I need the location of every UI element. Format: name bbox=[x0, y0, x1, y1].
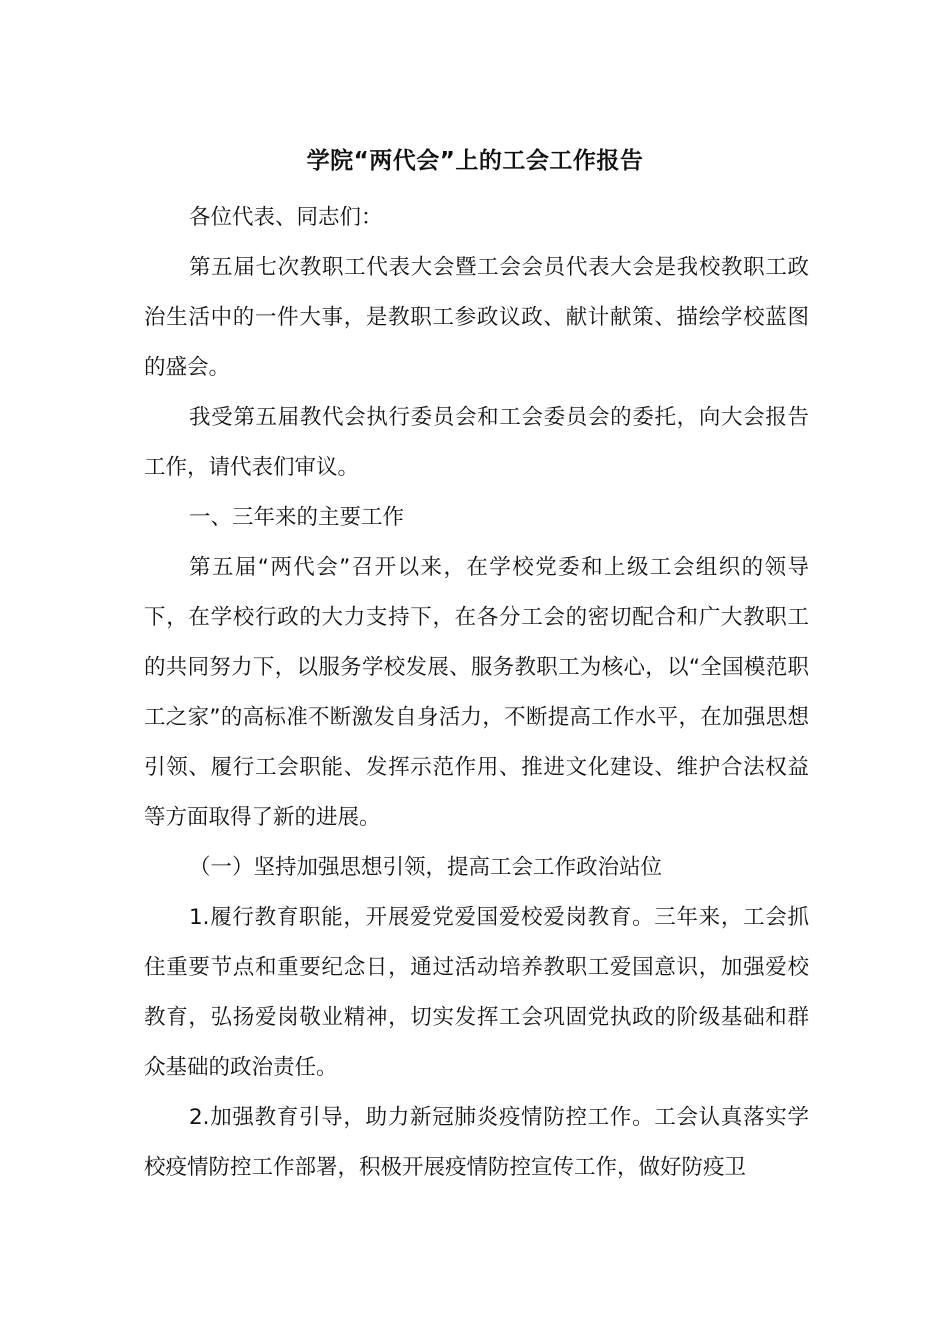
paragraph: 1.履行教育职能，开展爱党爱国爱校爱岗教育。三年来，工会抓住重要节点和重要纪念日，通过活动培养教职工爱国意识，加强爱校教育，弘扬爱岗敬业精神，切实发挥工会巩固党执政的阶级基础和群众基础的政治责任。 bbox=[144, 905, 809, 1080]
subsection-heading: （一）坚持加强思想引领，提高工会工作政治站位 bbox=[189, 855, 663, 880]
document-title: 学院“两代会”上的工会工作报告 bbox=[306, 148, 644, 174]
section-heading: 一、三年来的主要工作 bbox=[189, 505, 405, 530]
paragraph: 第五届“两代会”召开以来，在学校党委和上级工会组织的领导下，在学校行政的大力支持下，在各分工会的密切配合和广大教职工的共同努力下，以服务学校发展、服务教职工为核心，以“全国模范职工之家”的高标准不断激发自身活力，不断提高工作水平，在加强思想引领、履行工会职能、发挥示范作用、推进文化建设、维护合法权益等方面取得了新的进展。 bbox=[144, 555, 809, 830]
paragraph: 第五届七次教职工代表大会暨工会会员代表大会是我校教职工政治生活中的一件大事，是教职工参政议政、献计献策、描绘学校蓝图的盛会。 bbox=[144, 255, 809, 380]
paragraph: 我受第五届教代会执行委员会和工会委员会的委托，向大会报告工作，请代表们审议。 bbox=[144, 405, 809, 480]
paragraph: 2.加强教育引导，助力新冠肺炎疫情防控工作。工会认真落实学校疫情防控工作部署，积极开展疫情防控宣传工作，做好防疫卫 bbox=[144, 1105, 809, 1180]
paragraph-salutation: 各位代表、同志们： bbox=[189, 205, 383, 230]
document-body bbox=[144, 193, 809, 1193]
